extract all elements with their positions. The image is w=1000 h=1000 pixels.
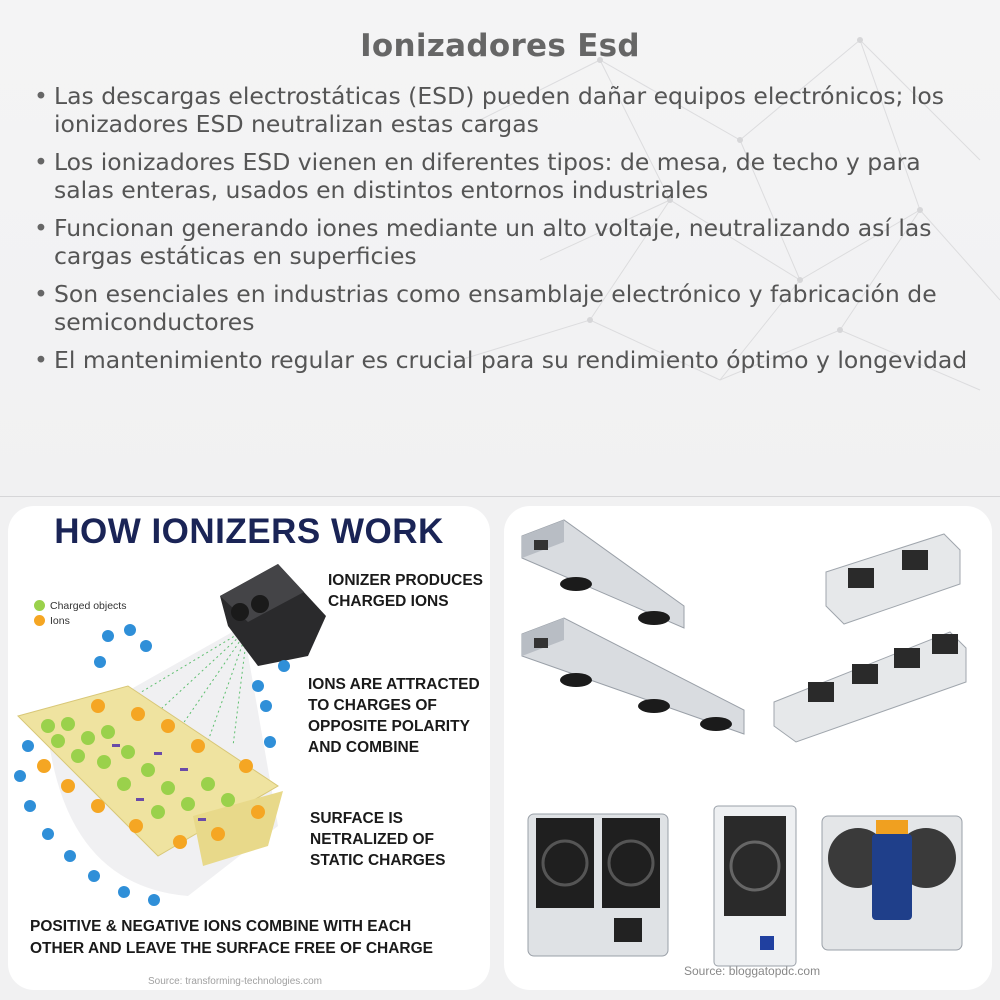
ionizer-infographic: [8, 506, 490, 990]
bullet-list: [30, 82, 980, 384]
caption-produces: IONIZER PRODUCES CHARGED IONS: [328, 572, 484, 610]
overhead-ionizer-bar-icon: [522, 618, 744, 734]
benchtop-ionizer-icon: [714, 806, 796, 966]
ionizer-products-photo: [504, 506, 992, 990]
caption-neutralized: SURFACE IS NETRALIZED OF STATIC CHARGES: [310, 810, 446, 869]
fan-ionizer-bar-icon: [826, 534, 960, 624]
bullet-item: • El mantenimiento regular es crucial para su rendimiento óptimo y longevidad: [30, 346, 980, 374]
bullet-item: • Funcionan generando iones mediante un alto voltaje, neutralizando así las cargas estáticas en superficies: [30, 214, 980, 270]
benchtop-ionizer-icon: [528, 814, 668, 956]
bullet-item: • Los ionizadores ESD vienen en diferentes tipos: de mesa, de techo y para salas enteras, usados en distintos entornos industriales: [30, 148, 980, 204]
overhead-ionizer-bar-icon: [522, 520, 684, 628]
benchtop-ionizer-icon: [822, 816, 962, 950]
legend-label: Ions: [50, 614, 70, 627]
legend-label: Charged objects: [50, 599, 127, 612]
caption-attracted: IONS ARE ATTRACTED TO CHARGES OF OPPOSITE POLARITY AND COMBINE: [308, 676, 480, 756]
caption-bottom: POSITIVE & NEGATIVE IONS COMBINE WITH EACH OTHER AND LEAVE THE SURFACE FREE OF CHARGE: [30, 918, 434, 957]
page-title: Ionizadores Esd: [360, 28, 640, 64]
bullet-item: • Las descargas electrostáticas (ESD) pueden dañar equipos electrónicos; los ionizadores ESD neutralizan estas cargas: [30, 82, 980, 138]
source-credit: Source: bloggatopdc.com: [684, 964, 821, 978]
product-illustrations: [504, 506, 992, 990]
fan-ionizer-bar-icon: [774, 632, 966, 742]
source-credit: Source: transforming-technologies.com: [148, 976, 322, 987]
section-divider: [0, 496, 1000, 497]
infographic-heading: HOW IONIZERS WORK: [54, 512, 444, 551]
bullet-item: • Son esenciales en industrias como ensamblaje electrónico y fabricación de semiconductores: [30, 280, 980, 336]
